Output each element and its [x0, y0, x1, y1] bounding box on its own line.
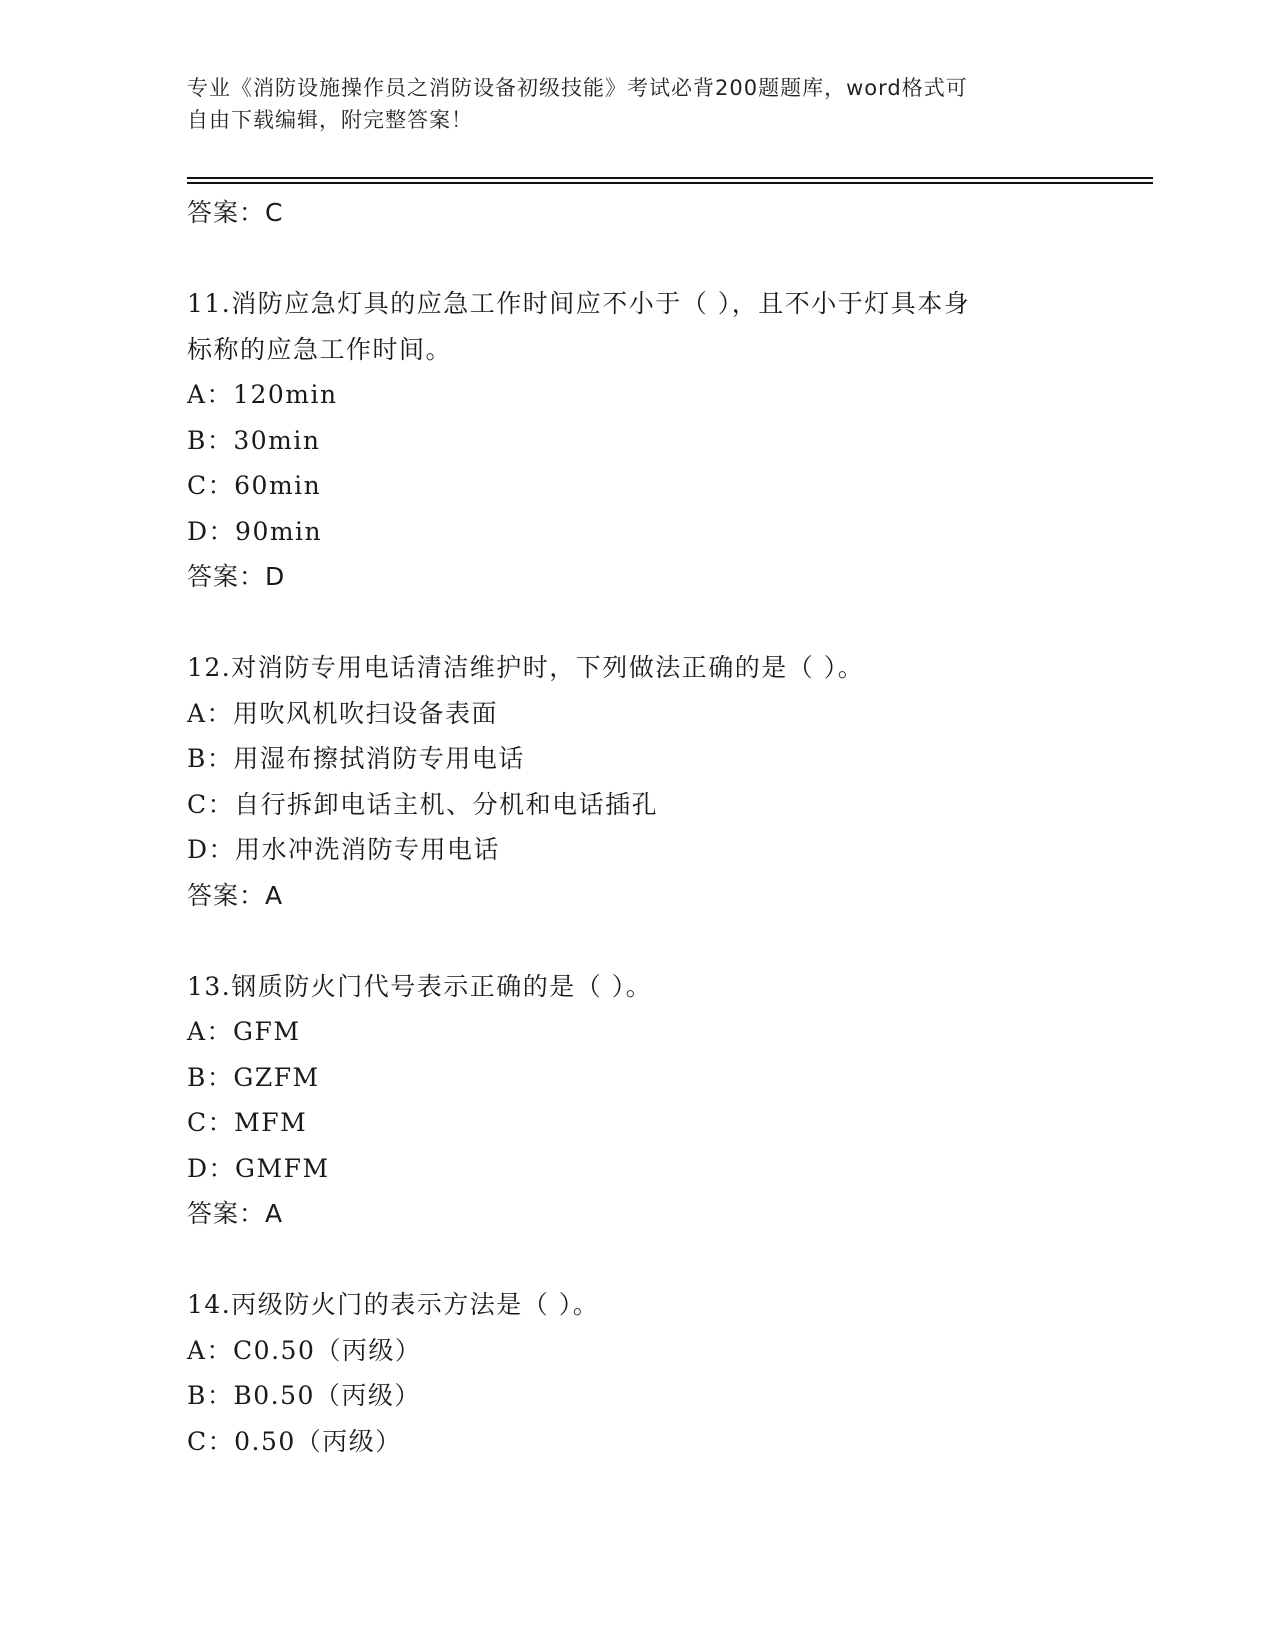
question-block — [187, 645, 1087, 918]
option-b: B：B0.50（丙级） — [187, 1381, 421, 1410]
spacer — [187, 1237, 1087, 1283]
question-block — [187, 281, 1087, 600]
question-list — [187, 190, 1087, 1464]
spacer — [187, 918, 1087, 964]
question-stem: 11.消防应急灯具的应急工作时间应不小于（ ），且不小于灯具本身 — [187, 289, 971, 318]
answer-line: 答案：D — [187, 562, 286, 591]
answer-line: 答案：A — [187, 1199, 284, 1228]
header-divider-bottom — [187, 182, 1153, 184]
option-c: C：MFM — [187, 1108, 308, 1137]
option-b: B：GZFM — [187, 1062, 320, 1092]
option-a: A：GFM — [187, 1017, 301, 1046]
option-a: A：120min — [187, 380, 338, 409]
answer-line: 答案：A — [187, 880, 284, 910]
question-stem: 12.对消防专用电话清洁维护时，下列做法正确的是（ ）。 — [187, 653, 865, 682]
header-title-line-1: 专业《消防设施操作员之消防设备初级技能》考试必背200题题库，word格式可 — [187, 76, 968, 100]
header-title-line-2: 自由下载编辑，附完整答案！ — [187, 108, 473, 132]
option-c: C：自行拆卸电话主机、分机和电话插孔 — [187, 789, 659, 819]
option-b: B：用湿布擦拭消防专用电话 — [187, 744, 525, 773]
option-a: A：用吹风机吹扫设备表面 — [187, 698, 499, 728]
question-stem: 14.丙级防火门的表示方法是（ ）。 — [187, 1290, 600, 1319]
document-header — [187, 72, 1067, 136]
option-d: D：用水冲洗消防专用电话 — [187, 835, 501, 864]
question-block — [187, 964, 1087, 1237]
option-d: D：90min — [187, 516, 323, 546]
option-d: D：GMFM — [187, 1153, 330, 1183]
option-c: C：0.50（丙级） — [187, 1426, 402, 1456]
option-c: C：60min — [187, 471, 322, 500]
question-block — [187, 1282, 1087, 1464]
option-a: A：C0.50（丙级） — [187, 1335, 422, 1365]
previous-answer: 答案：C — [187, 198, 284, 227]
spacer — [187, 236, 1087, 282]
spacer — [187, 600, 1087, 646]
option-b: B：30min — [187, 425, 321, 455]
header-divider-top — [187, 177, 1153, 179]
question-stem: 13.钢质防火门代号表示正确的是（ ）。 — [187, 971, 653, 1001]
question-stem-continued: 标称的应急工作时间。 — [187, 334, 453, 364]
